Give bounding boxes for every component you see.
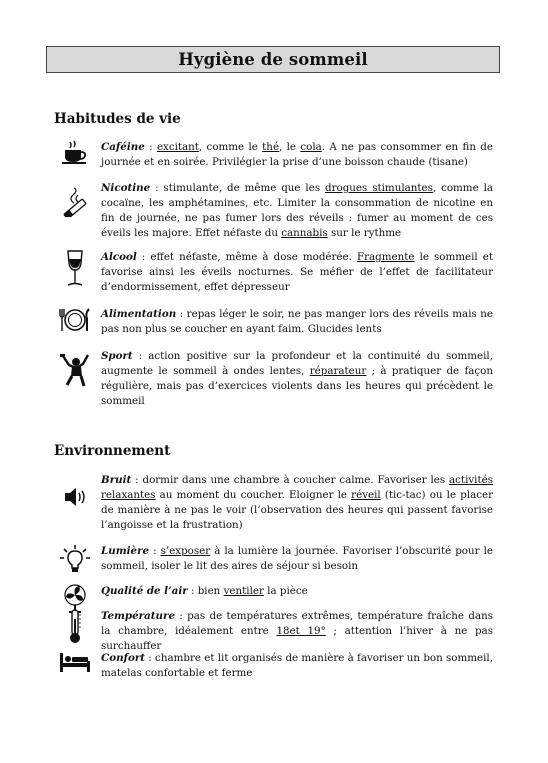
thermometer-icon — [58, 609, 92, 643]
underlined-term: drogues stimulantes — [325, 182, 433, 194]
bed-icon — [58, 651, 92, 685]
item-label: Alcool — [101, 251, 137, 263]
item-description: : stimulante, de même que les drogues stimulantes, comme la cocaïne, les amphétamines, etc. Limiter la consommation de nicotine en fin de journée, ne pas fumer lors des réveils : fumer au moment de ces éveils les majore. Effet néfaste du cannabis sur le rythme — [101, 182, 493, 239]
underlined-term: réveil — [351, 488, 381, 501]
cigarette-icon — [58, 187, 92, 221]
item-text — [101, 473, 493, 533]
light-bulb-icon — [58, 544, 92, 578]
item-description: : s’exposer à la lumière la journée. Favoriser l’obscurité pour le sommeil, isoler le lit des aires de séjour si besoin — [101, 545, 493, 572]
item-label: Confort — [101, 652, 146, 664]
item-text — [101, 544, 493, 574]
item-description: : chambre et lit organisés de manière à favoriser un bon sommeil, matelas confortable et ferme — [101, 652, 493, 679]
item-description: : dormir dans une chambre à coucher calme. Favoriser les activités relaxantes au moment du coucher. Eloigner le réveil (tic-tac) ou le placer de manière à ne pas le voir (l’observation des heures qui passent favorise l’angoisse et la frustration) — [101, 474, 494, 531]
item-description: : bien ventiler la pièce — [187, 585, 308, 597]
item-label: Nicotine — [101, 182, 151, 194]
item-text — [101, 250, 493, 295]
item-text — [101, 181, 493, 241]
underlined-term: excitant — [156, 141, 199, 153]
item-label: Lumière — [101, 545, 150, 557]
title-box — [46, 46, 500, 73]
item-text — [101, 609, 493, 654]
plate-cutlery-icon — [58, 307, 92, 341]
item-description: : pas de températures extrêmes, température fraîche dans la chambre, idéalement entre 18et 19° ; attention l’hiver à ne pas surchauffer — [101, 610, 494, 652]
athlete-icon — [58, 353, 92, 387]
item-text — [101, 307, 493, 337]
underlined-term: activités relaxantes — [101, 474, 493, 501]
item-text — [101, 349, 493, 409]
item-text — [101, 651, 493, 681]
underlined-term: cannabis — [281, 226, 328, 239]
coffee-cup-icon — [58, 140, 92, 174]
item-description: : repas léger le soir, ne pas manger lors des réveils mais ne pas non plus se coucher en ayant faim. Glucides lents — [101, 308, 493, 335]
item-text — [101, 584, 493, 599]
underlined-term: réparateur — [309, 364, 367, 377]
item-description: : excitant, comme le thé, le cola. A ne pas consommer en fin de journée et en soirée. Privilégier la prise d’une boisson chaude (tisane) — [101, 141, 493, 168]
item-label: Bruit — [101, 474, 132, 486]
underlined-term: Fragmente — [356, 251, 415, 263]
item-description: : action positive sur la profondeur et la continuité du sommeil, augmente le sommeil à ondes lentes, réparateur ; à pratiquer de façon régulière, mais pas d’exercices violents dans les heures qui précèdent le sommeil — [101, 350, 494, 407]
item-label: Sport — [101, 350, 133, 362]
underlined-term: 18et 19° — [276, 624, 326, 637]
underlined-term: cola — [300, 141, 322, 153]
item-text — [101, 140, 493, 170]
item-label: Température — [101, 610, 175, 622]
underlined-term: thé — [262, 141, 280, 153]
item-label: Qualité de l’air — [101, 585, 188, 597]
section-heading-environnement: Environnement — [54, 443, 171, 459]
item-label: Caféine — [101, 141, 145, 153]
underlined-term: s’exposer — [160, 545, 211, 557]
speaker-icon — [58, 486, 92, 520]
item-description: : effet néfaste, même à dose modérée. Fragmente le sommeil et favorise ainsi les éveils nocturnes. Se méfier de l’effet de facilitateur d’endormissement, effet dépresseur — [101, 251, 493, 293]
page-title: Hygiène de sommeil — [178, 50, 368, 69]
underlined-term: ventiler — [223, 585, 264, 597]
section-heading-habitudes: Habitudes de vie — [54, 111, 181, 127]
wine-glass-icon — [58, 250, 92, 284]
item-label: Alimentation — [101, 308, 177, 320]
